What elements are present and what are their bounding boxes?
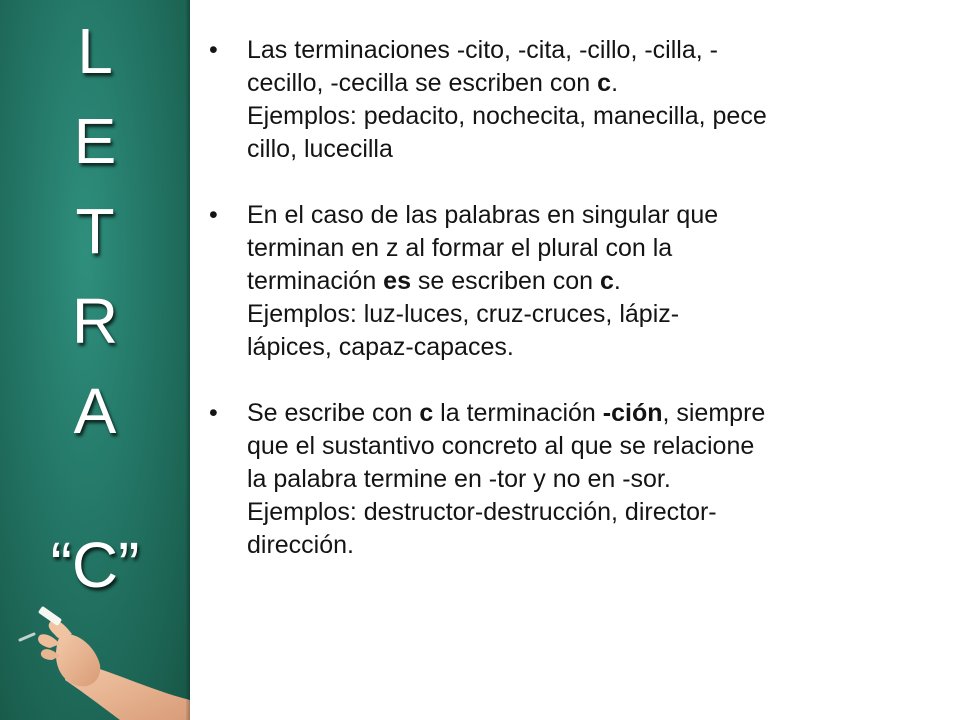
text-span: terminación (247, 267, 384, 295)
text-span: En el caso de las palabras en singular que (247, 201, 719, 229)
chalkboard-sidebar (0, 0, 190, 720)
bullet-item-2 (205, 199, 925, 364)
bold-text-span: c (599, 267, 614, 295)
text-span: . (613, 267, 621, 295)
text-span: se escriben con (410, 267, 600, 295)
text-span: cillo, lucecilla (247, 135, 393, 163)
title-letter-l: L (77, 15, 113, 87)
bullet-dot: • (209, 36, 218, 64)
text-span: , siempre (662, 399, 766, 427)
title-letter-a: A (73, 375, 117, 447)
bold-text-span: c (597, 69, 612, 97)
bullet-text (247, 397, 925, 562)
text-span: Se escribe con (247, 399, 420, 427)
text-span: dirección. (247, 531, 354, 559)
title-letter-r: R (71, 285, 119, 357)
title-letter-c: “C” (50, 529, 140, 601)
bold-text-span: es (383, 267, 411, 295)
text-span: terminan en z al formar el plural con la (247, 234, 673, 262)
text-span: cecillo, -cecilla se escriben con (247, 69, 598, 97)
bold-text-span: c (419, 399, 434, 427)
bullet-dot: • (209, 201, 218, 229)
text-span: Ejemplos: pedacito, nochecita, manecilla, pece (247, 102, 767, 130)
main-content (205, 34, 925, 595)
text-span: Ejemplos: luz-luces, cruz-cruces, lápiz- (247, 300, 680, 328)
hand-with-chalk-illustration (0, 590, 190, 720)
bullet-item-3 (205, 397, 925, 562)
text-span: . (611, 69, 619, 97)
title-letter-e: E (73, 105, 117, 177)
bullet-dot: • (209, 399, 218, 427)
bullet-text (247, 34, 925, 166)
text-span: Las terminaciones -cito, -cita, -cillo, -cilla, - (247, 36, 718, 64)
title-letter-t: T (75, 195, 115, 267)
text-span: lápices, capaz-capaces. (247, 333, 514, 361)
bullet-text (247, 199, 925, 364)
text-span: la terminación (433, 399, 603, 427)
bullet-item-1 (205, 34, 925, 166)
text-span: Ejemplos: destructor-destrucción, director- (247, 498, 717, 526)
vertical-title (0, 6, 190, 456)
text-span: que el sustantivo concreto al que se relacione (247, 432, 755, 460)
bold-text-span: -ción (602, 399, 663, 427)
text-span: la palabra termine en -tor y no en -sor. (247, 465, 671, 493)
